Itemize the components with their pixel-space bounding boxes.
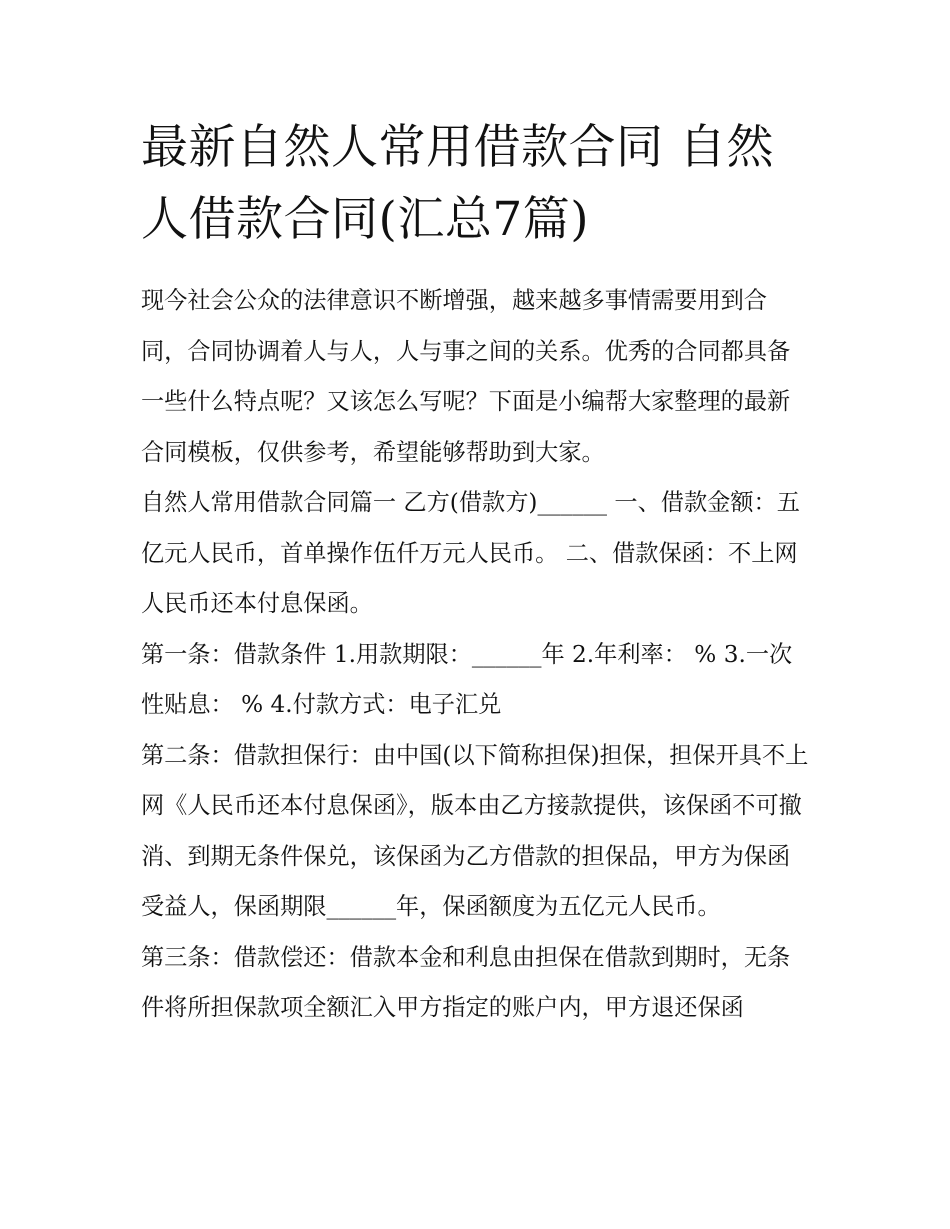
article-three-paragraph: 第三条：借款偿还：借款本金和利息由担保在借款到期时，无条件将所担保款项全额汇入甲方指定的账户内，甲方退还保函 (141, 943, 791, 1021)
document-title: 最新自然人常用借款合同 自然人借款合同(汇总7篇) (141, 120, 774, 247)
contract-opening-paragraph: 自然人常用借款合同篇一 乙方(借款方)______ 一、借款金额：五亿元人民币，首单操作伍仟万元人民币。 二、借款保函：不上网人民币还本付息保函。 (141, 489, 800, 617)
article-two-paragraph: 第二条：借款担保行：由中国(以下简称担保)担保，担保开具不上网《人民币还本付息保函》，版本由乙方接款提供，该保函不可撤消、到期无条件保兑，该保函为乙方借款的担保品，甲方为保函受益人，保函期限______年，保函额度为五亿元人民币。 (141, 741, 809, 920)
article-one-paragraph: 第一条：借款条件 1.用款期限：______年 2.年利率： % 3.一次性贴息： % 4.付款方式：电子汇兑 (141, 640, 793, 718)
intro-paragraph: 现今社会公众的法律意识不断增强，越来越多事情需要用到合同，合同协调着人与人，人与事之间的关系。优秀的合同都具备一些什么特点呢？又该怎么写呢？下面是小编帮大家整理的最新合同模板，仅供参考，希望能够帮助到大家。 (141, 287, 791, 466)
document-body (141, 112, 813, 1034)
